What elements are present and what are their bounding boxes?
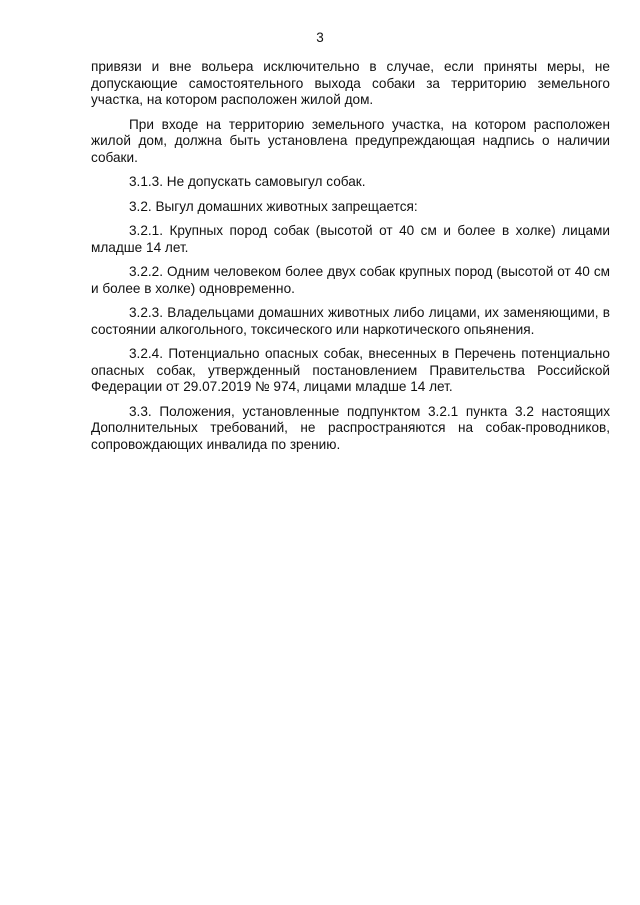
document-body — [91, 59, 610, 461]
paragraph-3-2-4: 3.2.4. Потенциально опасных собак, внесенных в Перечень потенциально опасных собак, утвержденный постановлением Правительства Российской Федерации от 29.07.2019 № 974, лицами младше 14 лет. — [91, 346, 610, 394]
paragraph-3-2-1: 3.2.1. Крупных пород собак (высотой от 40 см и более в холке) лицами младше 14 лет. — [91, 223, 610, 255]
paragraph-3-2-3: 3.2.3. Владельцами домашних животных либо лицами, их заменяющими, в состоянии алкогольного, токсического или наркотического опьянения. — [91, 305, 610, 337]
paragraph-3-2-2: 3.2.2. Одним человеком более двух собак крупных пород (высотой от 40 см и более в холке) одновременно. — [91, 264, 610, 296]
paragraph-continuation: привязи и вне вольера исключительно в случае, если приняты меры, не допускающие самостоятельного выхода собаки за территорию земельного участка, на котором расположен жилой дом. — [91, 59, 610, 107]
paragraph-3-2: 3.2. Выгул домашних животных запрещается: — [129, 198, 418, 214]
paragraph-warning-sign: При входе на территорию земельного участка, на котором расположен жилой дом, должна быть установлена предупреждающая надпись о наличии собаки. — [91, 116, 610, 165]
paragraph-3-1-3: 3.1.3. Не допускать самовыгул собак. — [129, 174, 366, 189]
page-number: 3 — [316, 30, 324, 45]
paragraph-3-3: 3.3. Положения, установленные подпунктом 3.2.1 пункта 3.2 настоящих Дополнительных требований, не распространяются на собак-проводников, сопровождающих инвалида по зрению. — [91, 403, 610, 452]
